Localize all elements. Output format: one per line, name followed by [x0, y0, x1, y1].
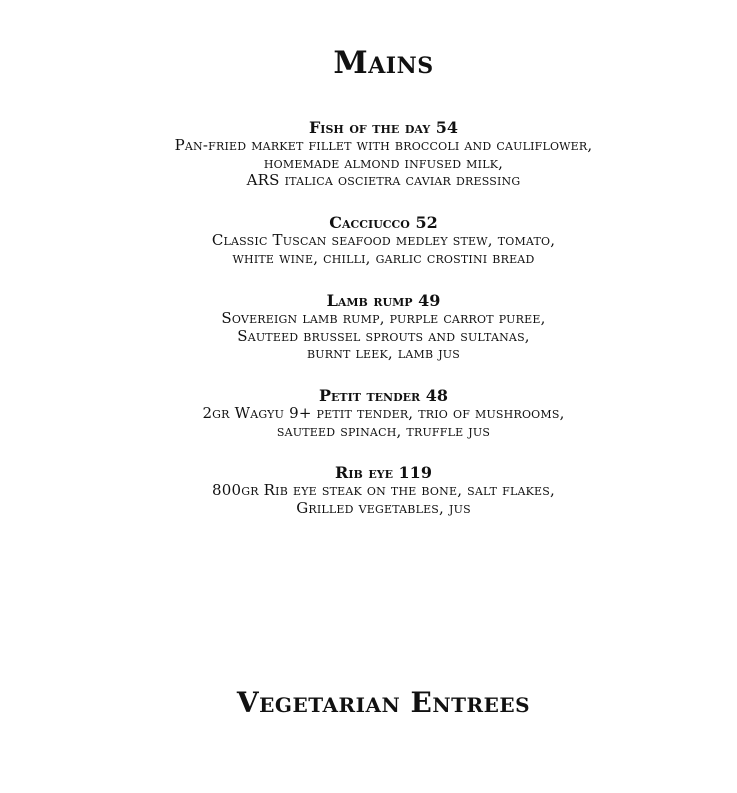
dish-petit-tender — [15, 387, 737, 440]
dish-title: Petit tender 48 — [318, 386, 449, 405]
dish-description-line: sauteed spinach, truffle jus — [276, 421, 491, 440]
dish-description-line: Grilled vegetables, jus — [296, 498, 471, 517]
dish-title: Cacciucco 52 — [329, 213, 438, 232]
vegetarian-entrees-heading: Vegetarian Entrees — [236, 686, 531, 719]
dish-description-line: 2gr Wagyu 9+ petit tender, trio of mushrooms, — [202, 404, 565, 422]
dish-title: Lamb rump 49 — [326, 291, 441, 310]
dish-description-line: homemade almond infused milk, — [263, 153, 504, 172]
dish-description-line: Classic Tuscan seafood medley stew, tomato, — [211, 231, 556, 249]
dish-description-line: Pan-fried market fillet with broccoli and cauliflower, — [174, 136, 593, 154]
dish-description-line: ARS italica oscietra caviar dressing — [246, 171, 521, 189]
dish-description-line: Sovereign lamb rump, purple carrot puree, — [221, 309, 546, 327]
dish-description-line: 800gr Rib eye steak on the bone, salt flakes, — [212, 481, 555, 499]
dish-description-line: burnt leek, lamb jus — [306, 344, 461, 362]
dish-description-line: white wine, chilli, garlic crostini bread — [232, 248, 535, 267]
dish-fish-of-the-day — [15, 119, 737, 190]
dish-description-line: Sauteed brussel sprouts and sultanas, — [237, 326, 530, 345]
dish-cacciucco — [15, 214, 737, 267]
dish-title: Fish of the day 54 — [308, 118, 459, 137]
mains-heading: Mains — [333, 45, 434, 81]
dish-title: Rib eye 119 — [335, 463, 432, 482]
dish-lamb-rump — [15, 292, 737, 363]
dish-rib-eye — [15, 464, 737, 517]
